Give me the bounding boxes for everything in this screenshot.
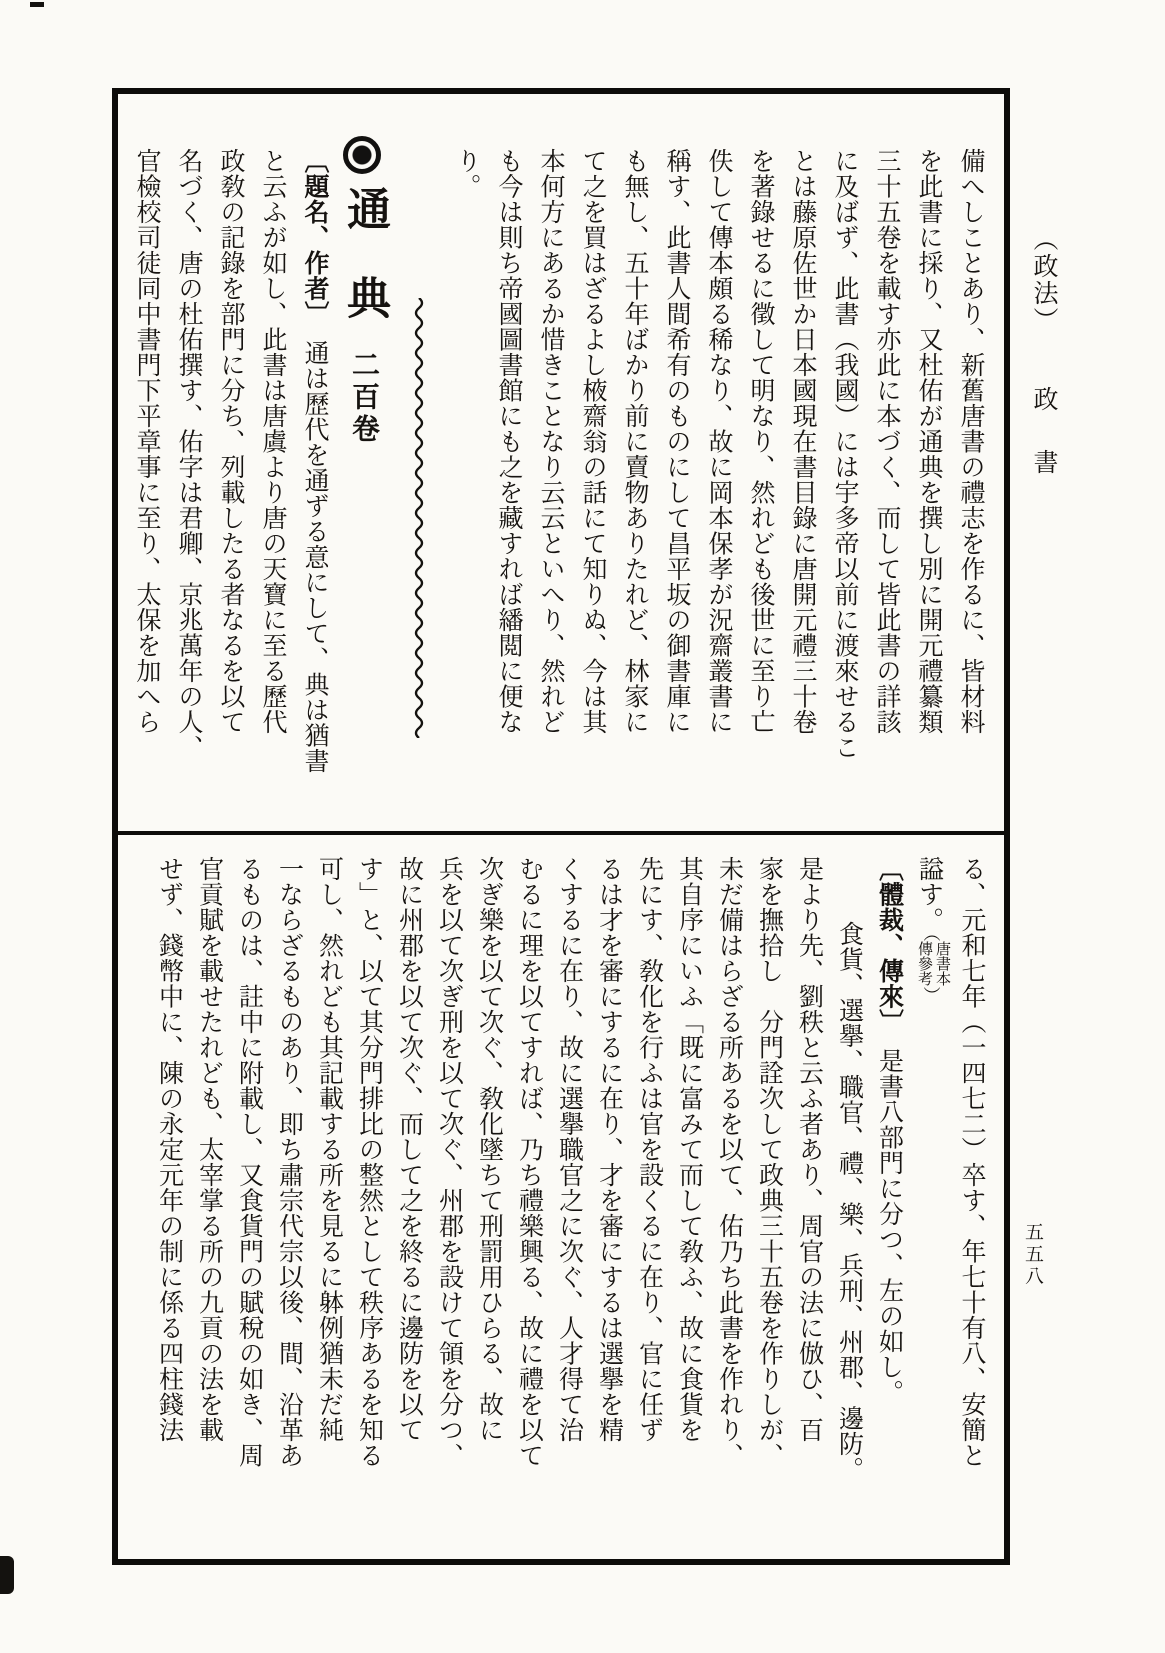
source-note-lines bbox=[916, 941, 952, 986]
text-column: むるに理を以てすれば、乃ち禮樂興る、故に禮を以て bbox=[515, 856, 545, 1468]
text-column: 佚して傳本頗る稀なり、故に岡本保孝が況齋叢書に bbox=[705, 148, 734, 735]
text-column: 官檢校司徒同中書門下平章事に至り、太保を加へら bbox=[133, 148, 162, 735]
text-column: と云ふが如し、此書は唐虞より唐の天寶に至る歷代 bbox=[259, 148, 288, 735]
text-column: 政敎の記錄を部門に分ち、列載したる者なるを以て bbox=[217, 148, 246, 735]
text-column: に及ばず、此書（我國）には宇多帝以前に渡來せるこ bbox=[831, 148, 860, 760]
text-column: せず、錢幣中に、陳の永定元年の制に係る四柱錢法 bbox=[155, 856, 185, 1443]
text-column: 家を撫拾し 分門詮次して政典三十五卷を作りしが、 bbox=[755, 856, 785, 1468]
text-column: 其自序にいふ「既に富みて而して敎ふ、故に食貨を bbox=[675, 856, 705, 1443]
section-title-column bbox=[294, 148, 336, 808]
wavy-rule bbox=[398, 148, 440, 808]
text-column: 名づく、唐の杜佑撰す、佑字は君卿、京兆萬年の人、 bbox=[175, 148, 204, 760]
text-column: る、元和七年（一四七二）卒す、年七十有八、安簡と bbox=[958, 856, 987, 1468]
text-column-with-note bbox=[910, 856, 953, 1554]
book-volume-count: 二百卷 bbox=[348, 349, 381, 446]
paren-open: （ bbox=[919, 932, 940, 941]
bottom-text-section bbox=[130, 856, 992, 1554]
departments-list-column: 食貨、選擧、職官、禮、樂、兵刑、州郡、邊防。 bbox=[835, 921, 865, 1482]
text-column: るは才を審にするに在り、才を審にするは選擧を精 bbox=[595, 856, 625, 1443]
text-column: も今は則ち帝國圖書館にも之を藏すれば繙閲に便な bbox=[495, 148, 524, 735]
text-column: とは藤原佐世か日本國現在書目錄に唐開元禮三十卷 bbox=[789, 148, 818, 735]
category-char-2: 書 bbox=[1030, 449, 1059, 476]
text-column: 三十五卷を載す亦此に本づく、而して皆此書の詳該 bbox=[873, 148, 902, 735]
text-column: を此書に採り、又杜佑が通典を撰し別に開元禮纂類 bbox=[915, 148, 944, 735]
text-column: 可し、然れども其記載する所を見るに躰例猶未だ純 bbox=[315, 856, 345, 1443]
note-line-right: 唐書本 bbox=[934, 941, 952, 986]
page-number: 五五八 bbox=[1022, 1222, 1044, 1288]
text-column: り。 bbox=[453, 148, 482, 199]
margin-category-label bbox=[1026, 226, 1062, 476]
book-title: 通 典 bbox=[339, 186, 390, 320]
text-column: 本何方にあるか惜きことなり云云といへり、然れど bbox=[537, 148, 566, 735]
paren-close: ） bbox=[919, 986, 940, 1003]
text-column: も無し、五十年ばかり前に賣物ありたれど、林家に bbox=[621, 148, 650, 735]
text-column: て之を買はざるよし棭齋翁の話にて知りぬ、今は其 bbox=[579, 148, 608, 735]
text-column: くするに在り、故に選擧職官之に次ぐ、人才得て治 bbox=[555, 856, 585, 1443]
text-column: 一ならざるものあり、即ち肅宗代宗以後、間、沿革あ bbox=[275, 856, 305, 1468]
text-column: るものは、註中に附載し、又食貨門の賦稅の如き、周 bbox=[235, 856, 265, 1468]
source-note bbox=[916, 932, 952, 1004]
fisheye-circle-icon bbox=[343, 136, 381, 174]
text-column: を著錄せるに徵して明なり、然れども後世に至り亡 bbox=[747, 148, 776, 735]
category-char-1: 政 bbox=[1030, 386, 1059, 413]
text-column: 先にす、敎化を行ふは官を設くるに在り、官に任ず bbox=[635, 856, 665, 1443]
text-column: 稱す、此書人間希有のものにして昌平坂の御書庫に bbox=[663, 148, 692, 735]
top-text-section bbox=[130, 148, 992, 808]
text-run: 謚す。 bbox=[915, 856, 945, 933]
category-section: （政法） bbox=[1030, 226, 1059, 334]
text-column: 是より先、劉秩と云ふ者あり、周官の法に倣ひ、百 bbox=[795, 856, 825, 1443]
section-text: 是書八部門に分つ、左の如し。 bbox=[875, 1048, 905, 1406]
section-label: 〔題名、作者〕 bbox=[301, 148, 330, 327]
text-column: す」と、以て其分門排比の整然として秩序あるを知る bbox=[355, 856, 385, 1468]
scan-artifact bbox=[30, 2, 44, 7]
section-label: 〔體裁、傳來〕 bbox=[875, 856, 905, 1035]
book-title-heading bbox=[336, 136, 392, 808]
text-column: 故に州郡を以て次ぐ、而して之を終るに邊防を以て bbox=[395, 856, 425, 1443]
text-column: 次ぎ樂を以て次ぐ、敎化墜ちて刑罰用ひらる、故に bbox=[475, 856, 505, 1443]
text-column: 兵を以て次ぎ刑を以て次ぐ、州郡を設けて領を分つ、 bbox=[435, 856, 465, 1468]
text-column: 官貢賦を載せたれども、太宰掌る所の九貢の法を載 bbox=[195, 856, 225, 1443]
note-line-left: 傳參考 bbox=[916, 941, 934, 986]
page-frame bbox=[112, 88, 1010, 1565]
section-divider bbox=[112, 831, 1010, 835]
section-title-column bbox=[870, 856, 910, 1554]
text-column: 未だ備はらざる所あるを以て、佑乃ち此書を作れり、 bbox=[715, 856, 745, 1468]
section-text: 通は歷代を通ずる意にして、典は猶書 bbox=[301, 340, 330, 774]
scan-artifact bbox=[0, 1556, 14, 1594]
text-column: 備へしことあり、新舊唐書の禮志を作るに、皆材料 bbox=[957, 148, 986, 735]
